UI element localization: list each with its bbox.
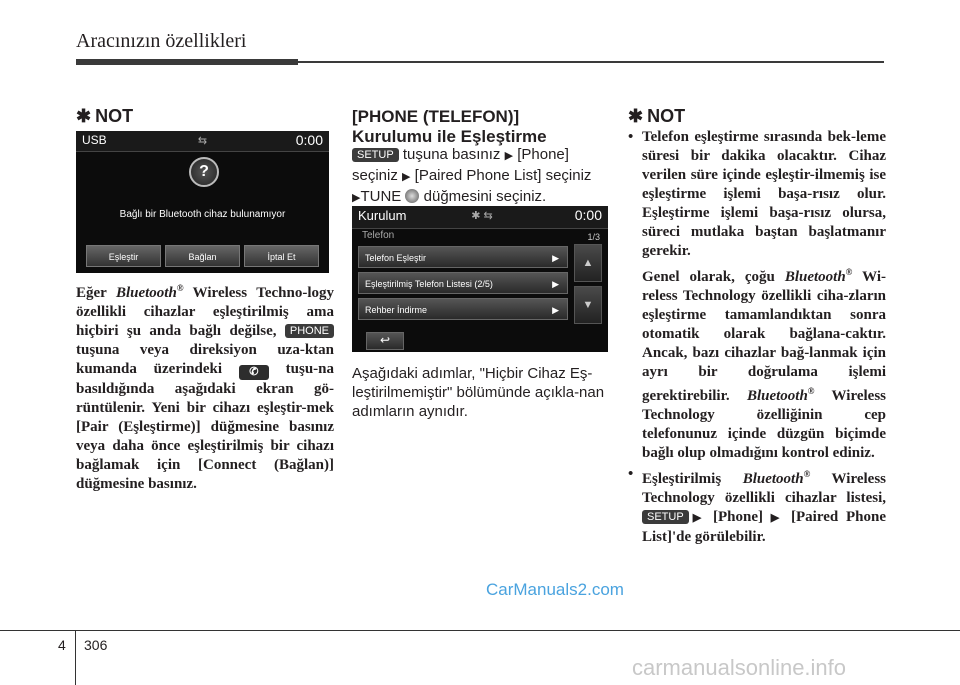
bullet-icon: •: [628, 466, 634, 482]
bullet-icon: •: [628, 129, 634, 145]
star-icon: ✱: [76, 106, 92, 126]
question-icon: ?: [189, 157, 219, 187]
bluetooth-usb-icon: ✱ ⇆: [471, 210, 493, 222]
note2-paragraph: Genel olarak, çoğu Bluetooth® Wi-reless Technology özellikli ciha-zların eşleştirme tamamlandıktan sonra otomatik olarak bağlana-caktır. Ancak, bazı cihazlar bağ-lanmak için ayrı bir doğrulama işlemi gerektirebilir. Bluetooth® Wireless Technology özelliğinin cep telefonunuz içinde düzgün biçimde bağlı olup olmadığını kontrol ediniz.: [642, 267, 886, 461]
menu-arrow-icon: ▶: [552, 253, 559, 263]
usb-screen-image: [76, 131, 329, 273]
menu-arrow-icon: ▶: [552, 305, 559, 315]
page-header-title: Aracınızın özellikleri: [76, 30, 247, 52]
note-heading-1: ✱ NOT: [76, 106, 134, 126]
tune-knob-icon: [405, 189, 419, 203]
bluetooth-brand: Bluetooth: [115, 285, 177, 301]
screen-source: USB: [82, 133, 107, 147]
note2-bullet-2: • Eşleştirilmiş Bluetooth® Wireless Technology özellikli cihazlar listesi, SETUP ▶ [Phone] ▶ [Paired Phone List]'de görülebilir.: [628, 466, 886, 545]
menu-arrow-icon: ▶: [552, 279, 559, 289]
screen-subtitle: Telefon: [362, 230, 395, 241]
screen-time: 0:00: [574, 207, 602, 223]
section-title: [PHONE (TELEFON)] Kurulumu ile Eşleştirme: [352, 107, 547, 146]
page-number: 306: [84, 637, 108, 653]
chapter-number: 4: [58, 637, 66, 653]
menu-item-pair-phone: Telefon Eşleştir ▶: [358, 246, 568, 268]
screen-topbar: [352, 206, 608, 229]
note1-body: Eğer Bluetooth® Wireless Techno-logy özellikli cihazlar eşleştirilmiş ama hiçbiri şu anda bağlı değilse, PHONE tuşuna veya direksiyon uza-ktan kumanda üzerindeki ✆ tuşu-na basıldığında aşağıdaki ekran gö-rüntülenir. Yeni bir cihazı eşleştir-mek [Pair (Eşleştirme)] düğmesine basınız veya daha önce eşleştirilmiş bir cihazı bağlamak için [Connect (Bağlan)] düğmesine basınız.: [76, 283, 334, 492]
phone-badge: PHONE: [285, 324, 334, 338]
scroll-down-icon: ▼: [574, 286, 602, 324]
footer-divider: [75, 630, 76, 685]
screen-page-indicator: 1/3: [587, 232, 600, 242]
screen-title: Kurulum: [358, 208, 407, 223]
note-heading-2: ✱ NOT: [628, 106, 686, 126]
screen-scrollbar: [574, 244, 602, 326]
arrow-right-icon: ▶: [402, 171, 411, 183]
header-bar: [76, 59, 298, 65]
note2-body: [628, 128, 886, 547]
section-instructions: SETUP tuşuna basınız ▶ [Phone] seçiniz ▶ [Paired Phone List] seçiniz ▶TUNE düğmesini seçiniz.: [352, 146, 592, 205]
screen-message: Bağlı bir Bluetooth cihaz bulunamıyor: [119, 209, 286, 220]
header-rule: [298, 61, 884, 63]
menu-item-phonebook: Rehber İndirme ▶: [358, 298, 568, 320]
screen-topbar: [76, 131, 329, 152]
setup-badge: SETUP: [642, 510, 689, 524]
arrow-right-icon: ▶: [688, 512, 706, 524]
scroll-up-icon: ▲: [574, 244, 602, 282]
section-after-text: Aşağıdaki adımlar, "Hiçbir Cihaz Eş-leştirilmemiştir" bölümünde açıkla-nan adımların aynıdır.: [352, 365, 605, 420]
setup-badge: SETUP: [352, 148, 399, 162]
watermark-link[interactable]: CarManuals2.com: [486, 580, 624, 599]
phone-call-icon: ✆: [239, 365, 269, 380]
arrow-right-icon: ▶: [504, 150, 514, 162]
back-icon: ↩: [366, 332, 404, 350]
arrow-right-icon: ▶: [352, 192, 361, 204]
pair-button: Eşleştir: [86, 245, 161, 267]
connect-button: Bağlan: [165, 245, 240, 267]
star-icon: ✱: [628, 106, 644, 126]
menu-item-paired-list: Eşleştirilmiş Telefon Listesi (2/5) ▶: [358, 272, 568, 294]
note2-bullet-1: • Telefon eşleştirme sırasında bek-leme süresi bir dakika olacaktır. Cihaz verilen süre içinde eşleştir-ilmemiş ise eşleştirme işlemi başa-rısız olur. Eşleştirme işlemi başa-rısız olursa, süreci mutlaka baştan başlatmanır gerekir.: [628, 129, 886, 259]
screen-buttons: [86, 245, 319, 267]
setup-screen-image: [352, 206, 608, 352]
cancel-button: İptal Et: [244, 245, 319, 267]
usb-icon: ⇆: [197, 135, 208, 147]
arrow-right-icon: ▶: [770, 512, 784, 524]
footer-rule: [0, 630, 960, 631]
screen-time: 0:00: [295, 132, 323, 148]
footer-site-link[interactable]: carmanualsonline.info: [632, 655, 847, 680]
